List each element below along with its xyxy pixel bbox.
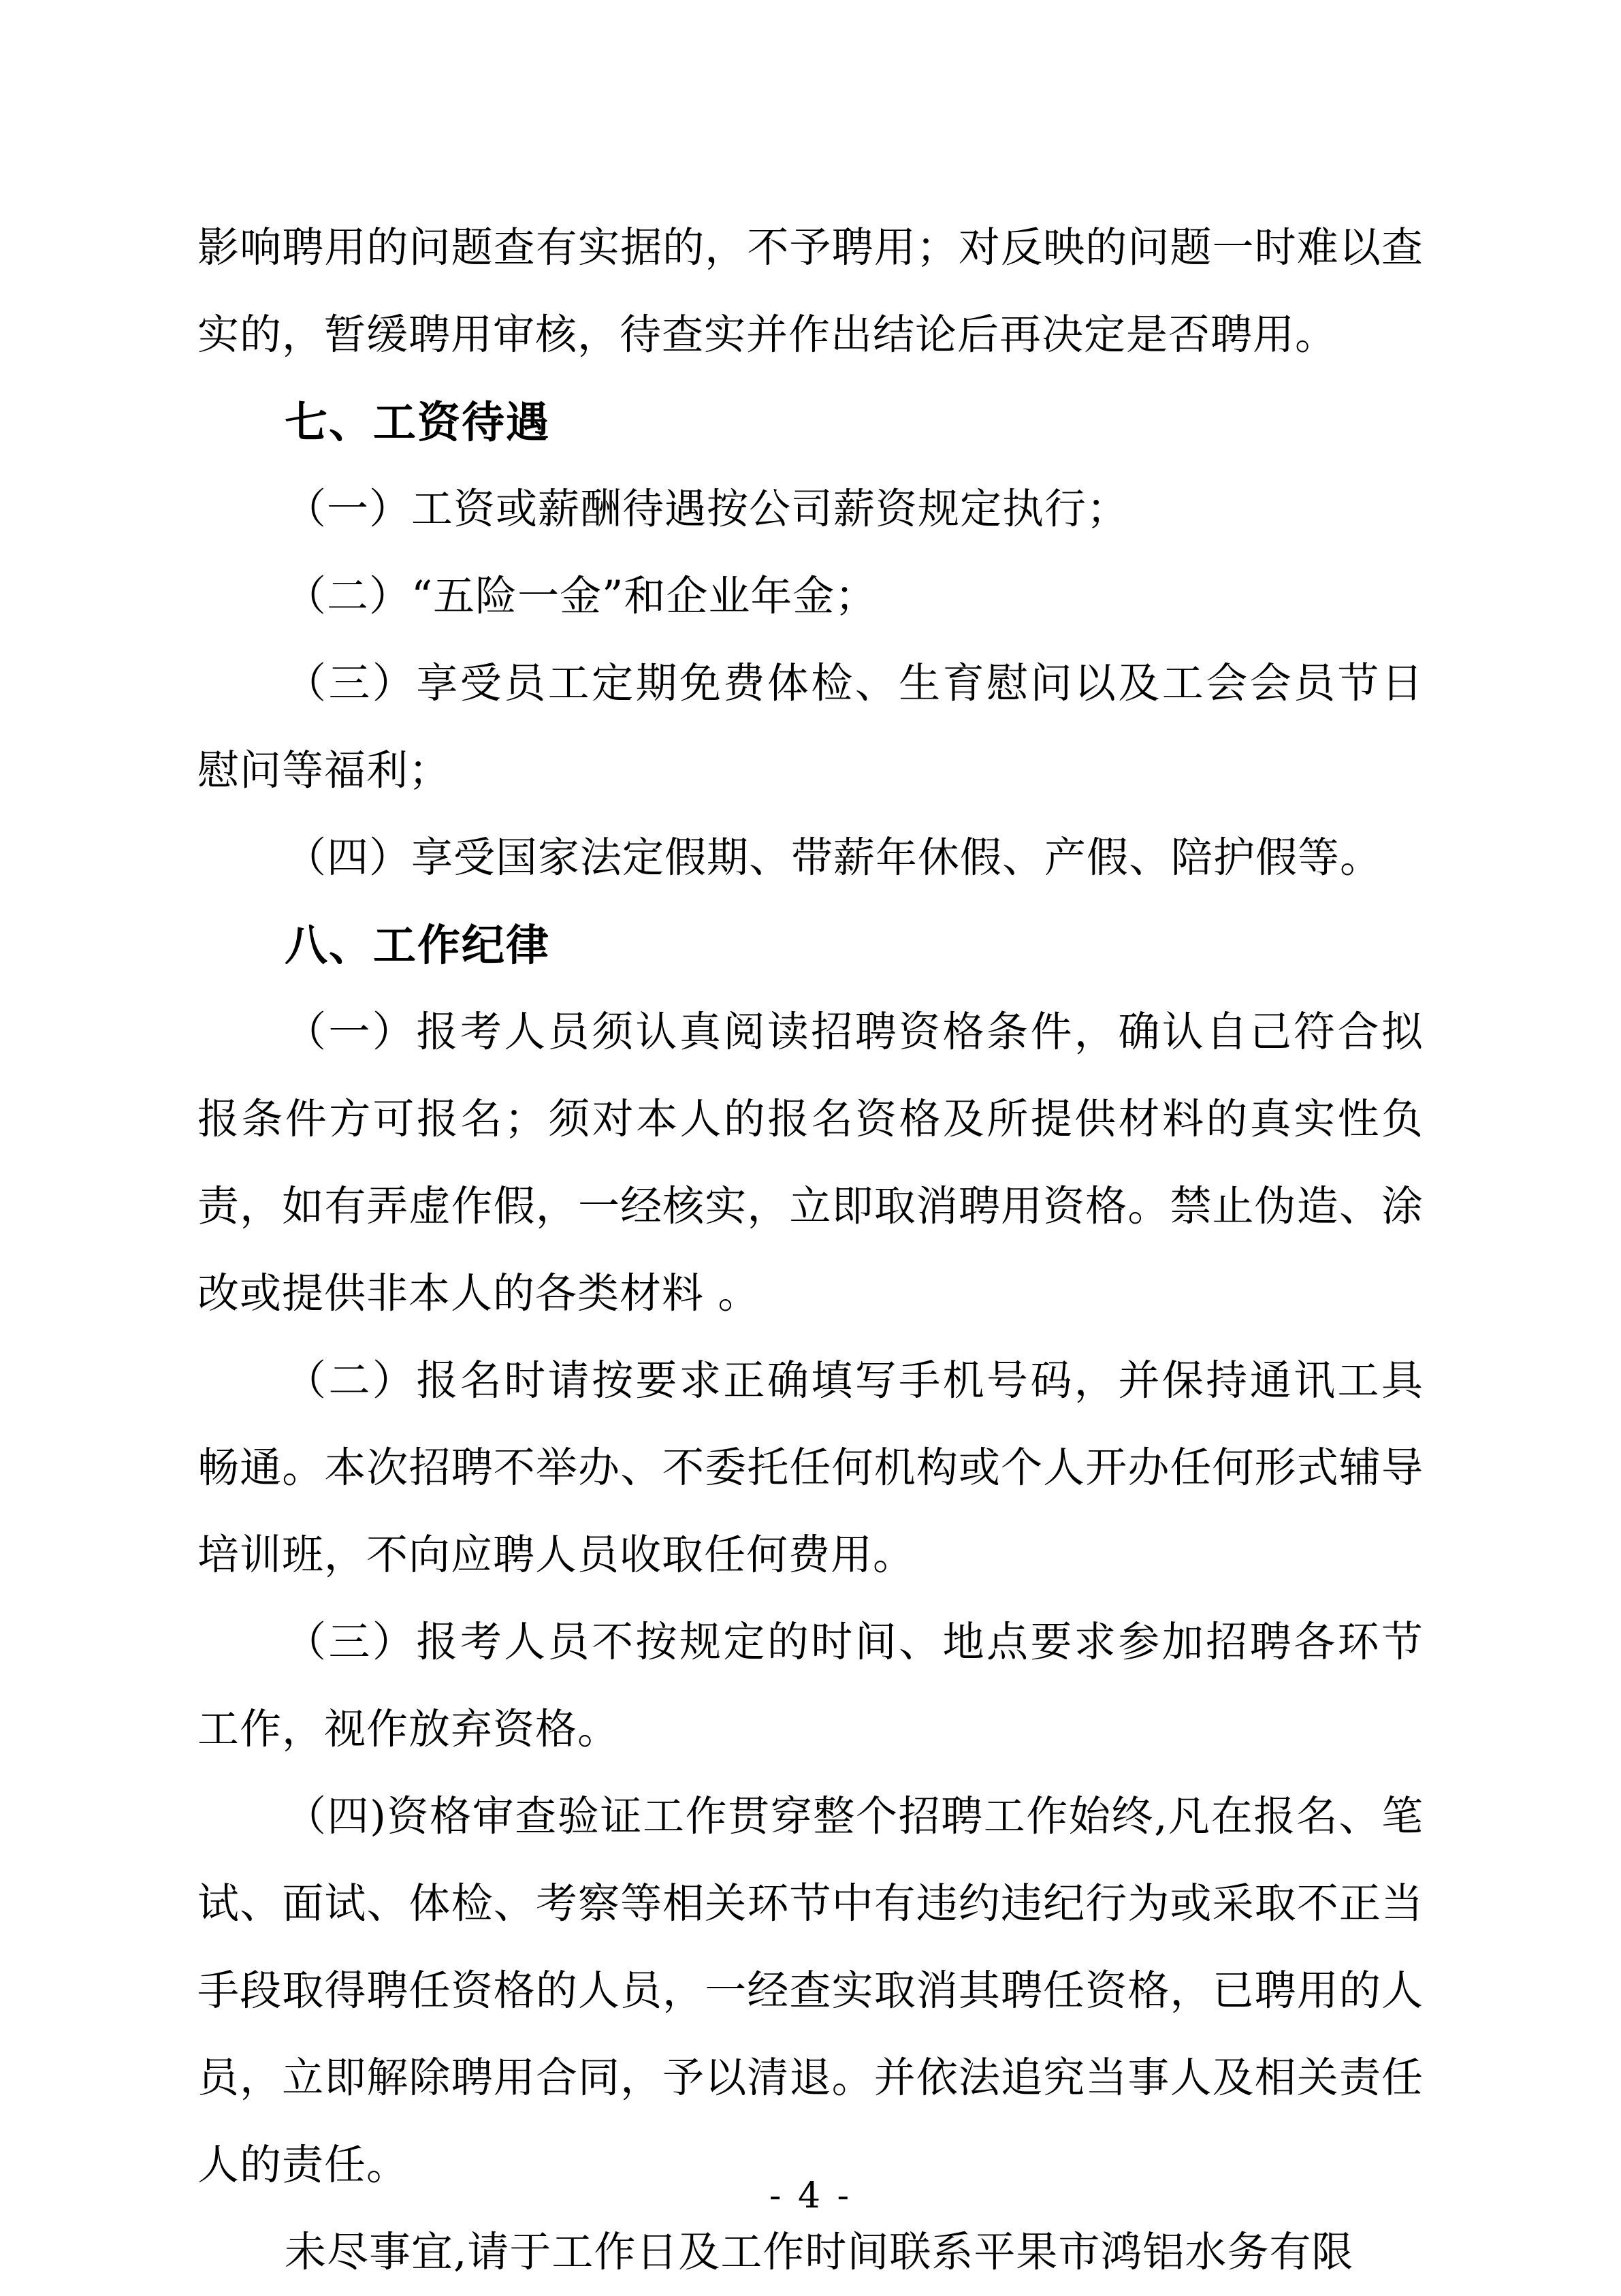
paragraph-continuation: 影响聘用的问题查有实据的，不予聘用；对反映的问题一时难以查实的，暂缓聘用审核，待查实并作出结论后再决定是否聘用。 [197, 223, 1424, 359]
paragraph-8-1: （一）报考人员须认真阅读招聘资格条件，确认自己符合拟报条件方可报名；须对本人的报名资格及所提供材料的真实性负责，如有弄虚作假，一经核实，立即取消聘用资格。禁止伪造、涂改或提供非本人的各类材料 。 [197, 1008, 1424, 1318]
paragraph-8-4: （四)资格审查验证工作贯穿整个招聘工作始终,凡在报名、笔试、面试、体检、考察等相关环节中有违约违纪行为或采取不正当手段取得聘任资格的人员，一经查实取消其聘任资格，已聘用的人员，立即解除聘用合同，予以清退。并依法追究当事人及相关责任人的责任。 [197, 1792, 1424, 2189]
paragraph-8-3: （三）报考人员不按规定的时间、地点要求参加招聘各环节工作，视作放弃资格。 [197, 1618, 1424, 1753]
paragraph-7-1: （一）工资或薪酬待遇按公司薪资规定执行； [285, 485, 1129, 533]
paragraph-7-3: （三）享受员工定期免费体检、生育慰问以及工会会员节日慰问等福利； [197, 659, 1424, 795]
paragraph-8-2: （二）报名时请按要求正确填写手机号码，并保持通讯工具畅通。本次招聘不举办、不委托任何机构或个人开办任何形式辅导培训班，不向应聘人员收取任何费用。 [197, 1356, 1424, 1579]
section-heading-seven: 七、工资待遇 [285, 397, 550, 447]
paragraph-7-2: （二）“五险一金”和企业年金； [285, 572, 878, 620]
paragraph-closing: 未尽事宜,请于工作日及工作时间联系平果市鸿铝水务有限 [285, 2228, 1354, 2276]
section-heading-eight: 八、工作纪律 [285, 920, 550, 970]
paragraph-7-4: （四）享受国家法定假期、带薪年休假、产假、陪护假等。 [285, 833, 1383, 882]
page-number: - 4 - [769, 2175, 852, 2216]
